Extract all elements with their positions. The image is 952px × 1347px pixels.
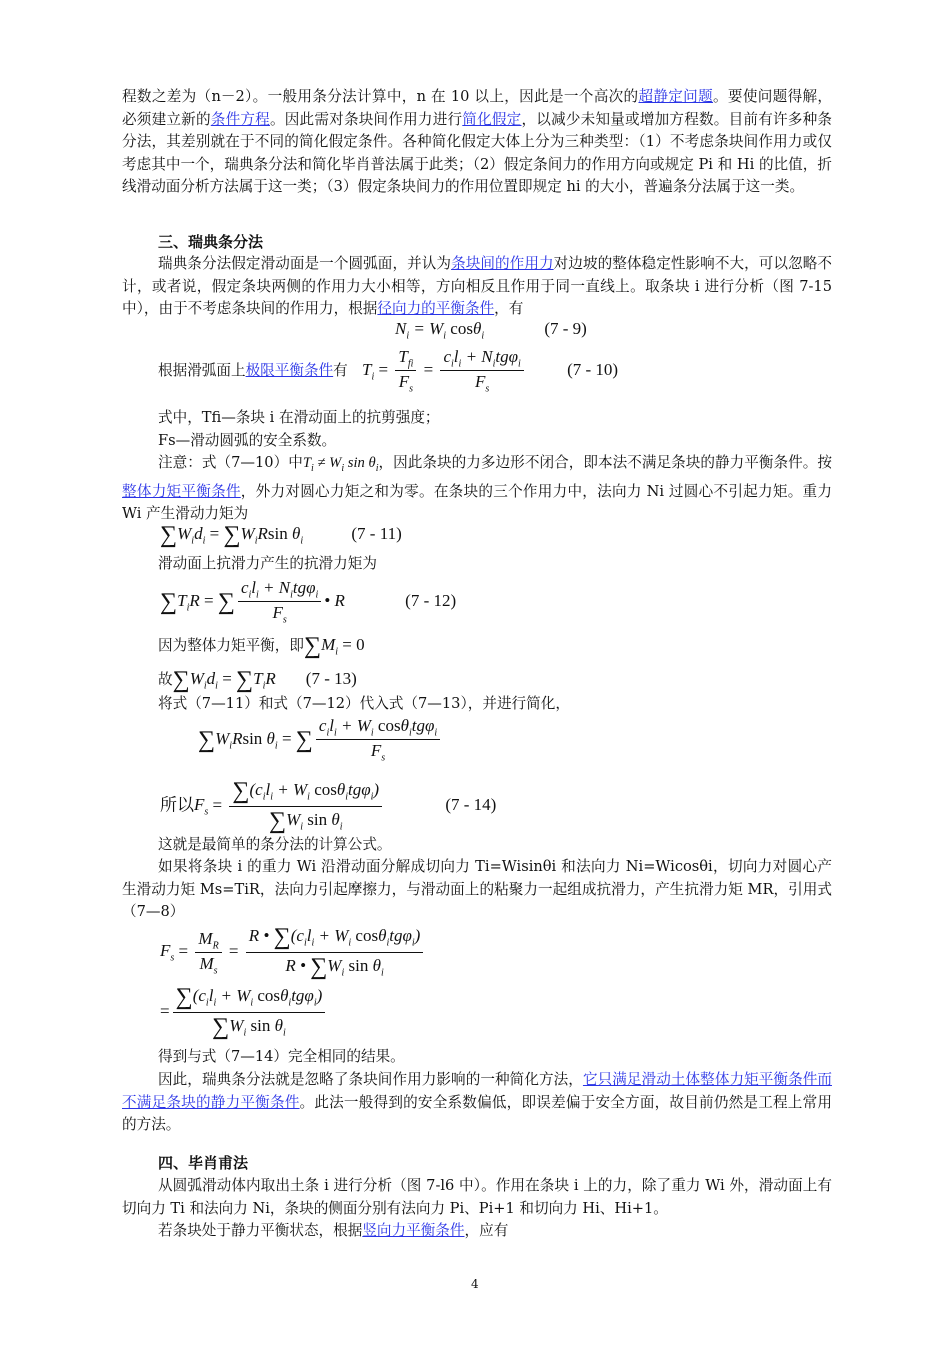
substitute-text: 将式（7—11）和式（7—12）代入式（7—13），并进行简化， <box>158 695 570 712</box>
equation-7-11: $\sum W_id_i = \sum W_iRsin$ $\theta_i$ (7 - 11) <box>160 522 402 548</box>
swedish-paragraph-1: 瑞典条分法假定滑动面是一个圆弧面，并认为条块间的作用力对边坡的整体稳定性影响不大，可以忽略不计，或者说，假定条块两侧的作用力大小相等，方向相反且作用于同一直线上。取条块 i 进行分析（图 7-15 中），由于不考虑条块间的作用力，根据径向力的平衡条件，有 <box>122 255 832 318</box>
section-heading-bishop: 四、毕肖甫法 <box>158 1154 249 1172</box>
equation-fs-result: = $\frac{\sum(c_il_i + W_i \cos\theta_itg\varphi_i)}{\sum W_i \sin \theta_i}$ <box>160 984 328 1041</box>
equation-7-9: $N_i = W_i$ cosθ$_i$ (7 - 9) <box>395 319 587 342</box>
moment-balance-text: 因为整体力矩平衡，即$\sum M_i = 0$ <box>158 633 365 659</box>
equation-simplified: $\sum W_iRsin$ $\theta_i$ = ∑ $\frac{c_il_i + W_i \cos\theta_itg\varphi_i}{F_s}$ <box>198 716 443 764</box>
link-statically-indeterminate[interactable]: 超静定问题 <box>638 88 714 105</box>
page-number: 4 <box>471 1277 479 1291</box>
equation-7-12: $\sum T_iR$ = ∑ $\frac{c_il_i + N_itg\varphi_i}{F_s}$ • R (7 - 12) <box>160 578 457 626</box>
same-result-text: 得到与式（7—14）完全相同的结果。 <box>158 1048 405 1065</box>
section-heading-swedish: 三、瑞典条分法 <box>158 233 264 251</box>
equation-7-10: $T_i$ = $\frac{T_{fi}}{F_s}$ = $\frac{c_il_i + N_itg\varphi_i}{F_s}$ (7 - 10) <box>362 347 619 395</box>
equation-fs-derivation: $F_s$ = $\frac{M_R}{M_s}$ = $\frac{R • \sum(c_il_i + W_i \cos\theta_itg\varphi_i)}{R • \sum W_i \sin \theta_i}$ <box>160 924 426 981</box>
simplest-formula-text: 这就是最简单的条分法的计算公式。 <box>158 836 392 853</box>
link-vertical-equilibrium[interactable]: 竖向力平衡条件 <box>362 1222 465 1239</box>
resisting-moment-text: 滑动面上抗滑力产生的抗滑力矩为 <box>158 555 377 572</box>
link-moment-not-static-equilibrium[interactable]: 它只满足滑动土体整体力矩平衡条件而不满足条块的静力平衡条件 <box>122 1071 832 1111</box>
link-simplified-assumption[interactable]: 简化假定 <box>462 110 522 128</box>
equation-7-14: 所以$F_s$ = $\frac{\sum(c_il_i + W_i \cos\theta_itg\varphi_i)}{\sum W_i \sin \theta_i}$ (7 - 14) <box>160 778 497 834</box>
decompose-paragraph: 如果将条块 i 的重力 Wi 沿滑动面分解成切向力 Ti=Wisinθi 和法向力 Ni=Wicosθi，切向力对圆心产生滑动力矩 Ms=TiR，法向力引起摩擦力，与滑动面上的粘聚力一起组成抗滑力，产生抗滑力矩 MR，引用式（7—8） <box>122 858 832 921</box>
bishop-paragraph-2: 若条块处于静力平衡状态，根据竖向力平衡条件，应有 <box>158 1222 509 1239</box>
link-condition-equation[interactable]: 条件方程 <box>210 110 270 128</box>
link-global-moment-equilibrium[interactable]: 整体力矩平衡条件 <box>122 482 241 500</box>
bishop-paragraph-1: 从圆弧滑动体内取出土条 i 进行分析（图 7-l6 中）。作用在条块 i 上的力，除了重力 Wi 外，滑动面上有切向力 Ti 和法向力 Ni，条块的侧面分别有法向力 Pi、Pi+1 和切向力 Hi、Hi+1。 <box>122 1177 832 1217</box>
link-radial-equilibrium[interactable]: 径向力的平衡条件 <box>377 300 495 318</box>
intro-paragraph: 程数之差为（n－2）。一般用条分法计算中，n 在 10 以上，因此是一个高次的超静定问题。要使问题得解，必须建立新的条件方程。因此需对条块间作用力进行简化假定，以减少未知量或增加方程数。目前有许多种条分法，其差别就在于不同的简化假定条件。各种简化假定大体上分为三种类型：（1）不考虑条块间作用力或仅考虑其中一个，瑞典条分法和简化毕肖普法属于此类；（2）假定条间力的作用方向或规定 Pi 和 Hi 的比值，折线滑动面分析方法属于这一类；（3）假定条块间力的作用位置即规定 hi 的大小，普遍条分法属于这一类。 <box>122 88 832 196</box>
link-interslice-force[interactable]: 条块间的作用力 <box>451 255 554 272</box>
limit-equilibrium-line: 根据滑弧面上极限平衡条件有 <box>158 362 348 379</box>
link-limit-equilibrium[interactable]: 极限平衡条件 <box>245 362 334 379</box>
equation-7-13: 故$\sum W_id_i = \sum T_iR$ (7 - 13) <box>158 667 357 693</box>
note-paragraph: 注意：式（7—10）中$T_i \ne W_i$ $\sin \theta_i$，因此条块的力多边形不闭合，即本法不满足条块的静力平衡条件。按整体力矩平衡条件，外力对圆心力矩之和为零。在条块的三个作用力中，法向力 Ni 过圆心不引起力矩。重力 Wi 产生滑动力矩为 <box>122 454 832 523</box>
conclusion-paragraph: 因此，瑞典条分法就是忽略了条块间作用力影响的一种简化方法，它只满足滑动土体整体力矩平衡条件而不满足条块的静力平衡条件。此法一般得到的安全系数偏低，即误差偏于安全方面，故目前仍然是工程上常用的方法。 <box>122 1071 832 1134</box>
definition-tfi: 式中，Tfi—条块 i 在滑动面上的抗剪强度； <box>158 409 440 426</box>
definition-fs: Fs—滑动圆弧的安全系数。 <box>158 432 337 449</box>
